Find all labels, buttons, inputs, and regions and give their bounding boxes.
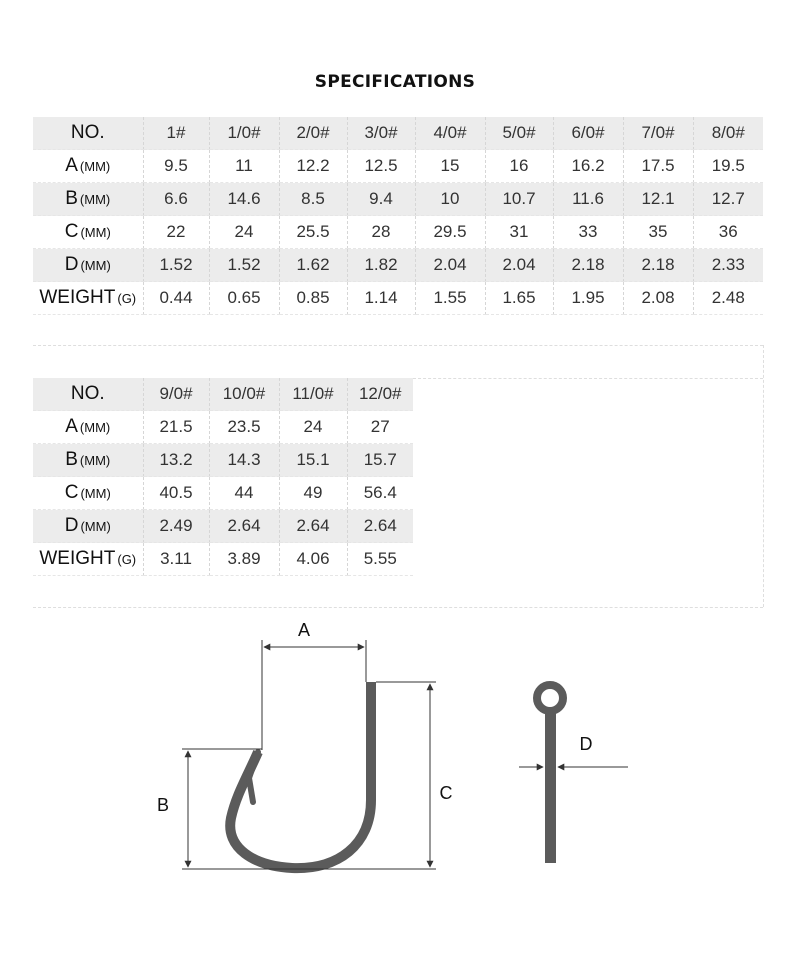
table-cell: 2.48	[693, 282, 763, 315]
size-header: 3/0#	[347, 117, 415, 150]
table-cell: 0.85	[279, 282, 347, 315]
size-header: 8/0#	[693, 117, 763, 150]
table-cell: 11.6	[553, 183, 623, 216]
size-header: 9/0#	[143, 378, 209, 411]
table-cell: 2.33	[693, 249, 763, 282]
table-cell: 33	[553, 216, 623, 249]
dimension-c-label: C	[439, 783, 453, 803]
row-label: D (MM)	[33, 249, 143, 282]
table-cell: 2.08	[623, 282, 693, 315]
row-label: WEIGHT (G)	[33, 543, 143, 576]
table-cell: 6.6	[143, 183, 209, 216]
row-label: WEIGHT (G)	[33, 282, 143, 315]
table-cell: 56.4	[347, 477, 413, 510]
table-cell: 12.2	[279, 150, 347, 183]
table-cell: 28	[347, 216, 415, 249]
row-label: C (MM)	[33, 477, 143, 510]
table-cell: 17.5	[623, 150, 693, 183]
dimension-b-label: B	[156, 795, 170, 815]
table-cell: 8.5	[279, 183, 347, 216]
table-cell: 1.65	[485, 282, 553, 315]
row-label: D (MM)	[33, 510, 143, 543]
table-cell: 16.2	[553, 150, 623, 183]
table-cell: 14.3	[209, 444, 279, 477]
row-label: A (MM)	[33, 411, 143, 444]
table-cell: 2.64	[209, 510, 279, 543]
size-header: 12/0#	[347, 378, 413, 411]
table-cell: 13.2	[143, 444, 209, 477]
eye-hook-illustration	[537, 685, 563, 863]
size-header: 4/0#	[415, 117, 485, 150]
table-cell: 15.7	[347, 444, 413, 477]
hook-eye	[537, 685, 563, 711]
header-label: NO.	[33, 378, 143, 411]
table-cell: 15.1	[279, 444, 347, 477]
table-cell: 15	[415, 150, 485, 183]
size-header: 1/0#	[209, 117, 279, 150]
size-header: 6/0#	[553, 117, 623, 150]
table-cell: 11	[209, 150, 279, 183]
table-cell: 27	[347, 411, 413, 444]
table-cell: 22	[143, 216, 209, 249]
table-cell: 36	[693, 216, 763, 249]
table-cell: 0.44	[143, 282, 209, 315]
table-cell: 44	[209, 477, 279, 510]
table-cell: 1.14	[347, 282, 415, 315]
size-header: 2/0#	[279, 117, 347, 150]
table-cell: 2.49	[143, 510, 209, 543]
table-cell: 35	[623, 216, 693, 249]
table-cell: 2.18	[623, 249, 693, 282]
table-cell: 9.5	[143, 150, 209, 183]
size-header: 7/0#	[623, 117, 693, 150]
table-cell: 12.5	[347, 150, 415, 183]
table-cell: 4.06	[279, 543, 347, 576]
table-cell: 5.55	[347, 543, 413, 576]
row-label: B (MM)	[33, 444, 143, 477]
row-label: B (MM)	[33, 183, 143, 216]
dimension-c	[300, 682, 453, 869]
header-label: NO.	[33, 117, 143, 150]
dimension-a-label: A	[297, 620, 311, 640]
table-cell: 2.64	[279, 510, 347, 543]
table-cell: 1.82	[347, 249, 415, 282]
table-cell: 24	[279, 411, 347, 444]
table-cell: 10.7	[485, 183, 553, 216]
table-cell: 23.5	[209, 411, 279, 444]
table-cell: 25.5	[279, 216, 347, 249]
table-cell: 2.18	[553, 249, 623, 282]
table-cell: 2.04	[485, 249, 553, 282]
table-cell: 24	[209, 216, 279, 249]
size-header: 10/0#	[209, 378, 279, 411]
table-cell: 3.11	[143, 543, 209, 576]
table-cell: 1.55	[415, 282, 485, 315]
row-label: A (MM)	[33, 150, 143, 183]
page-title: SPECIFICATIONS	[314, 72, 476, 92]
table-cell: 19.5	[693, 150, 763, 183]
table-cell: 16	[485, 150, 553, 183]
table-cell: 31	[485, 216, 553, 249]
table-cell: 21.5	[143, 411, 209, 444]
table-cell: 29.5	[415, 216, 485, 249]
table-cell: 9.4	[347, 183, 415, 216]
table-cell: 0.65	[209, 282, 279, 315]
table-cell: 14.6	[209, 183, 279, 216]
size-header: 11/0#	[279, 378, 347, 411]
table-cell: 49	[279, 477, 347, 510]
row-label: C (MM)	[33, 216, 143, 249]
table-cell: 1.52	[209, 249, 279, 282]
table-cell: 12.1	[623, 183, 693, 216]
j-hook-illustration	[230, 682, 371, 868]
table-cell: 1.62	[279, 249, 347, 282]
table-cell: 2.64	[347, 510, 413, 543]
table-cell: 1.95	[553, 282, 623, 315]
table-cell: 1.52	[143, 249, 209, 282]
table-cell: 3.89	[209, 543, 279, 576]
table-cell: 40.5	[143, 477, 209, 510]
hook-shank	[545, 709, 556, 863]
size-header: 1#	[143, 117, 209, 150]
size-header: 5/0#	[485, 117, 553, 150]
dimension-d	[519, 734, 628, 767]
dimension-a	[262, 620, 366, 750]
table-cell: 12.7	[693, 183, 763, 216]
table-cell: 10	[415, 183, 485, 216]
table-cell: 2.04	[415, 249, 485, 282]
dimension-d-label: D	[579, 734, 593, 754]
